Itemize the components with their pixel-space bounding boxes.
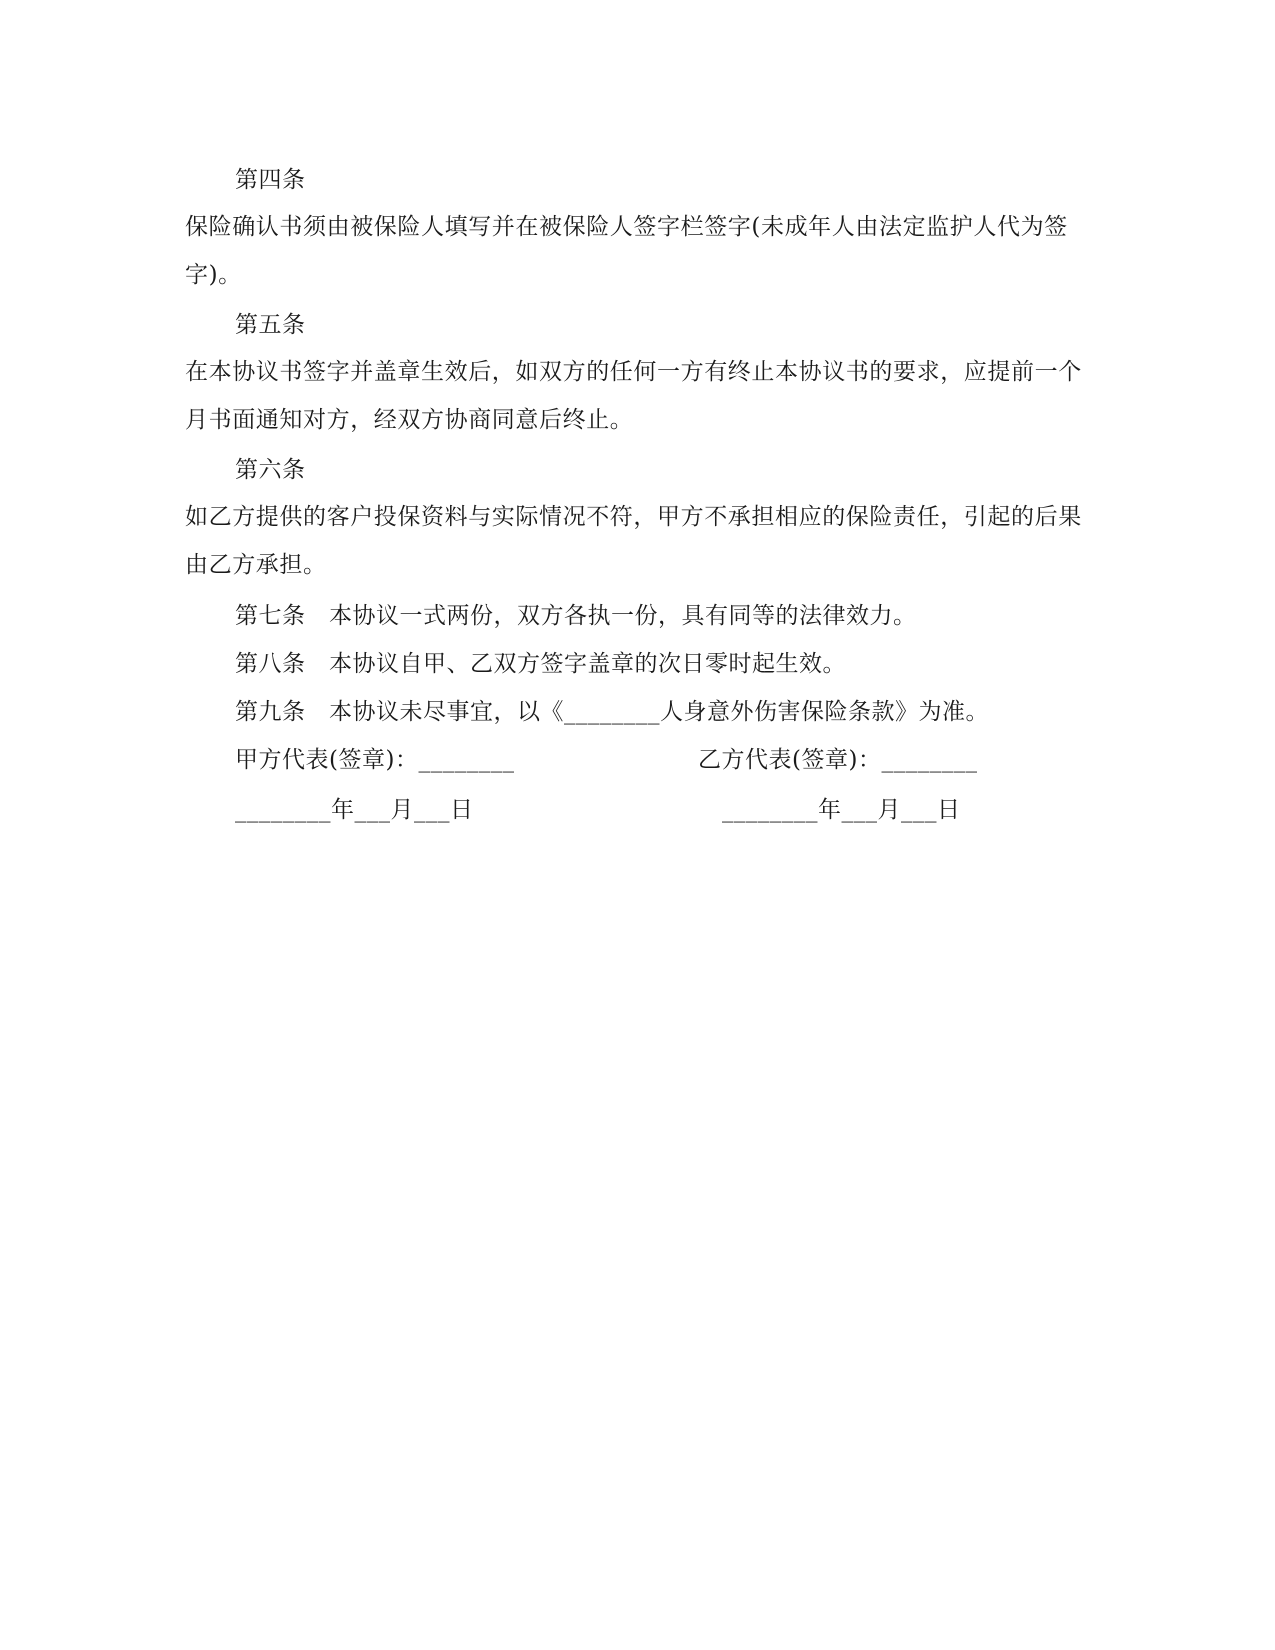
party-a-signature: 甲方代表(签章)：________ (235, 747, 515, 773)
party-b-date: ________年___月___日 (722, 797, 961, 823)
party-a-date: ________年___月___日 (235, 797, 474, 823)
article-5-heading: 第五条 (235, 312, 306, 338)
article-8: 第八条 本协议自甲、乙双方签字盖章的次日零时起生效。 (235, 651, 846, 677)
party-b-signature: 乙方代表(签章)：________ (698, 747, 978, 773)
article-7: 第七条 本协议一式两份，双方各执一份，具有同等的法律效力。 (235, 603, 917, 629)
article-4-heading: 第四条 (235, 167, 306, 193)
article-6-heading: 第六条 (235, 457, 306, 483)
article-6-body: 如乙方提供的客户投保资料与实际情况不符，甲方不承担相应的保险责任，引起的后果由乙方承担。 (185, 504, 1082, 578)
article-5-body: 在本协议书签字并盖章生效后，如双方的任何一方有终止本协议书的要求，应提前一个月书面通知对方，经双方协商同意后终止。 (185, 359, 1082, 433)
article-9: 第九条 本协议未尽事宜，以《________人身意外伤害保险条款》为准。 (235, 699, 989, 725)
article-4-body: 保险确认书须由被保险人填写并在被保险人签字栏签字(未成年人由法定监护人代为签字)。 (185, 214, 1068, 288)
